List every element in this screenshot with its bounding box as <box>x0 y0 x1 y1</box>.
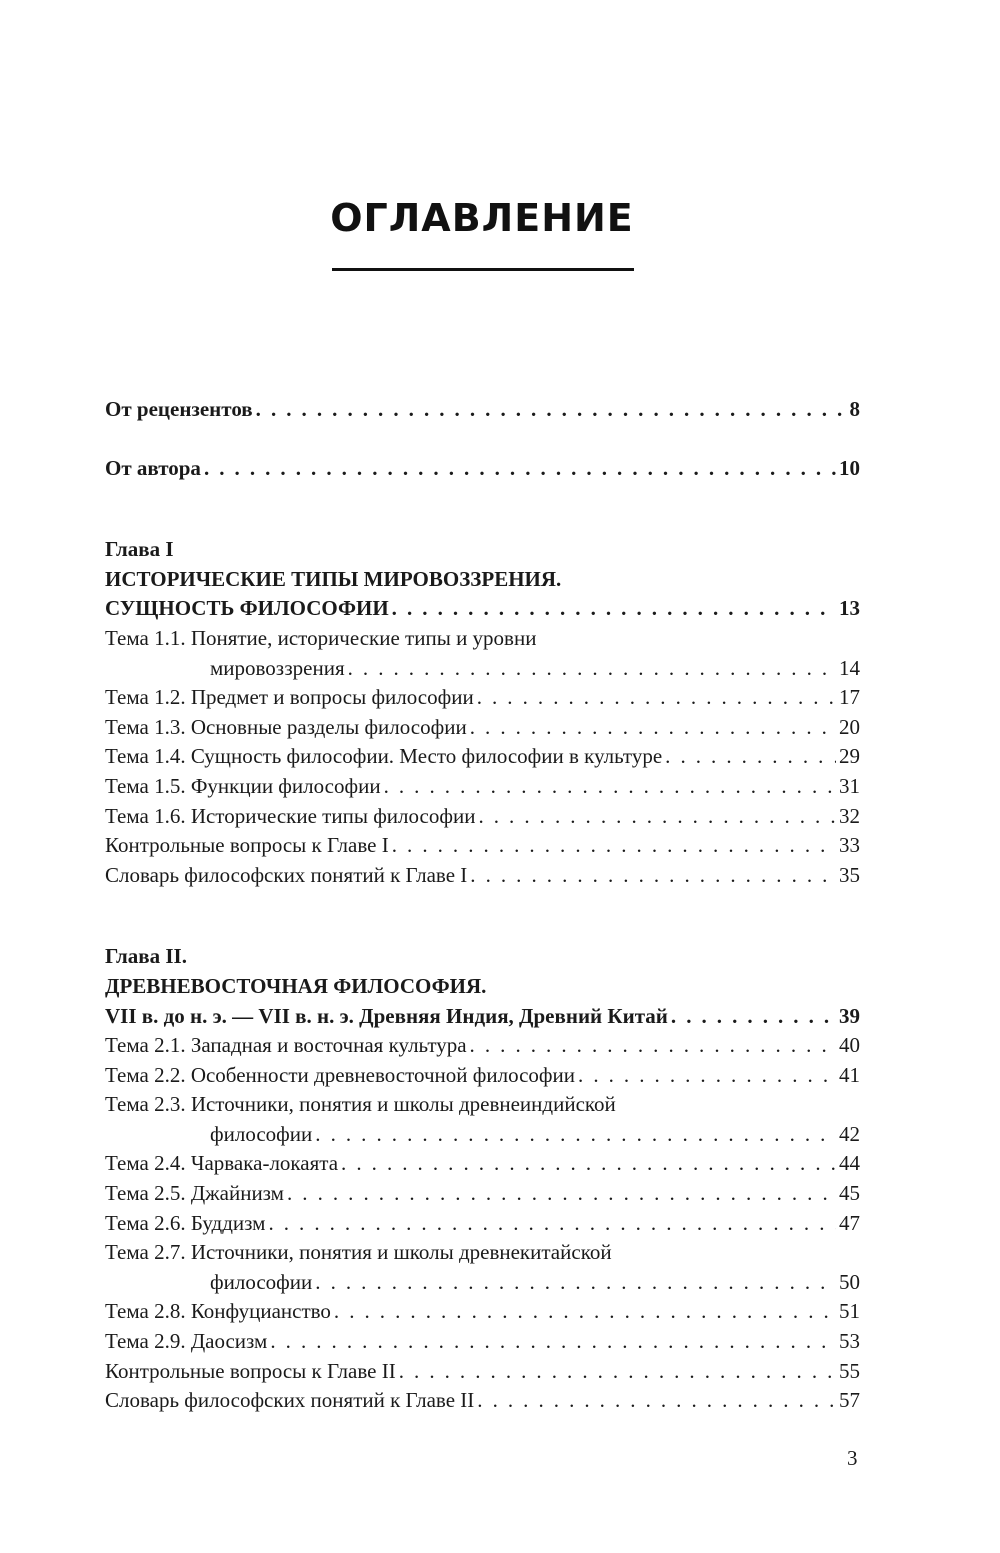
dot-leader <box>334 1297 836 1327</box>
toc-entry-questions[interactable] <box>105 1357 860 1387</box>
dot-leader <box>671 1002 836 1032</box>
page-title: ОГЛАВЛЕНИЕ <box>330 196 634 240</box>
dot-leader <box>478 802 836 832</box>
toc-entry-title: философии <box>210 1121 313 1146</box>
toc-entry-title: Словарь философских понятий к Главе II <box>105 1388 475 1413</box>
toc-entry-topic[interactable] <box>105 802 860 832</box>
toc-entry-chapter-2[interactable] <box>105 1002 860 1032</box>
toc-entry-title: Тема 2.9. Даосизм <box>105 1329 268 1354</box>
toc-entry-page: 53 <box>839 1329 860 1354</box>
toc-entry-title: Тема 1.2. Предмет и вопросы философии <box>105 685 474 710</box>
toc-entry-topic[interactable] <box>105 654 860 684</box>
toc-entry-topic[interactable] <box>105 713 860 743</box>
toc-entry-reviewers[interactable] <box>105 395 860 425</box>
toc-entry-title: Тема 2.1. Западная и восточная культура <box>105 1033 467 1058</box>
toc-entry-chapter-1[interactable] <box>105 594 860 624</box>
toc-entry-author[interactable] <box>105 454 860 484</box>
toc-entry-page: 32 <box>839 803 860 828</box>
toc-entry-page: 8 <box>849 397 860 421</box>
dot-leader <box>270 1327 836 1357</box>
dot-leader <box>392 594 836 624</box>
dot-leader <box>477 1386 836 1416</box>
dot-leader <box>470 1031 836 1061</box>
toc-entry-topic[interactable] <box>105 1209 860 1239</box>
toc-entry-title: Тема 2.5. Джайнизм <box>105 1181 284 1206</box>
toc-entry-topic[interactable] <box>105 1179 860 1209</box>
toc-entry-title: мировоззрения <box>210 655 345 680</box>
dot-leader <box>470 713 836 743</box>
toc-entry-title: Контрольные вопросы к Главе I <box>105 833 389 858</box>
toc-entry-topic[interactable] <box>105 772 860 802</box>
toc-entry-topic-line[interactable]: Тема 1.1. Понятие, исторические типы и уровни <box>105 625 537 650</box>
toc-entry-page: 14 <box>839 655 860 680</box>
toc-entry-page: 35 <box>839 862 860 887</box>
dot-leader <box>348 654 836 684</box>
toc-entry-topic[interactable] <box>105 683 860 713</box>
toc-entry-title: Контрольные вопросы к Главе II <box>105 1358 396 1383</box>
dot-leader <box>315 1120 836 1150</box>
toc-entry-topic[interactable] <box>105 1149 860 1179</box>
toc-entry-title: От рецензентов <box>105 397 253 421</box>
chapter-label: Глава I <box>105 537 174 562</box>
toc-entry-page: 41 <box>839 1062 860 1087</box>
dot-leader <box>256 395 847 425</box>
toc-entry-title: Тема 1.6. Исторические типы философии <box>105 803 476 828</box>
toc-entry-page: 47 <box>839 1210 860 1235</box>
chapter-title-line: ИСТОРИЧЕСКИЕ ТИПЫ МИРОВОЗЗРЕНИЯ. <box>105 566 562 591</box>
toc-entry-page: 40 <box>839 1033 860 1058</box>
dot-leader <box>392 831 836 861</box>
chapter-title-line: VII в. до н. э. — VII в. н. э. Древняя Индия, Древний Китай <box>105 1003 668 1028</box>
toc-entry-page: 13 <box>839 596 860 621</box>
chapter-title-line: ДРЕВНЕВОСТОЧНАЯ ФИЛОСОФИЯ. <box>105 973 487 998</box>
toc-entry-topic[interactable] <box>105 1297 860 1327</box>
toc-entry-page: 44 <box>839 1151 860 1176</box>
toc-entry-page: 33 <box>839 833 860 858</box>
dot-leader <box>384 772 836 802</box>
toc-entry-title: Тема 1.5. Функции философии <box>105 773 381 798</box>
page-number: 3 <box>847 1446 858 1470</box>
toc-entry-glossary[interactable] <box>105 861 860 891</box>
toc-entry-topic[interactable] <box>105 1031 860 1061</box>
dot-leader <box>477 683 836 713</box>
toc-entry-page: 31 <box>839 773 860 798</box>
toc-entry-page: 50 <box>839 1269 860 1294</box>
toc-entry-title: Словарь философских понятий к Главе I <box>105 862 468 887</box>
dot-leader <box>399 1357 836 1387</box>
dot-leader <box>341 1149 836 1179</box>
toc-entry-questions[interactable] <box>105 831 860 861</box>
toc-entry-title: философии <box>210 1269 313 1294</box>
dot-leader <box>578 1061 836 1091</box>
toc-entry-page: 42 <box>839 1121 860 1146</box>
dot-leader <box>315 1268 836 1298</box>
chapter-label: Глава II. <box>105 944 187 969</box>
toc-entry-title: От автора <box>105 455 201 480</box>
toc-entry-page: 17 <box>839 685 860 710</box>
toc-entry-topic[interactable] <box>105 1061 860 1091</box>
toc-entry-title: Тема 1.4. Сущность философии. Место философии в культуре <box>105 744 663 769</box>
toc-entry-topic[interactable] <box>105 1327 860 1357</box>
toc-entry-page: 51 <box>839 1299 860 1324</box>
title-divider <box>332 268 634 271</box>
toc-entry-page: 10 <box>839 455 860 480</box>
toc-entry-topic-line[interactable]: Тема 2.3. Источники, понятия и школы древнеиндийской <box>105 1092 616 1117</box>
toc-entry-title: Тема 2.8. Конфуцианство <box>105 1299 331 1324</box>
toc-entry-page: 57 <box>839 1388 860 1413</box>
toc-entry-title: Тема 2.4. Чарвака-локаята <box>105 1151 339 1176</box>
toc-entry-topic[interactable] <box>105 742 860 772</box>
dot-leader <box>665 742 836 772</box>
toc-entry-page: 39 <box>839 1003 860 1028</box>
chapter-title-line: СУЩНОСТЬ ФИЛОСОФИИ <box>105 596 389 621</box>
toc-entry-topic[interactable] <box>105 1120 860 1150</box>
dot-leader <box>204 454 836 484</box>
dot-leader <box>268 1209 836 1239</box>
table-of-contents <box>105 395 860 1416</box>
toc-entry-title: Тема 2.2. Особенности древневосточной философии <box>105 1062 576 1087</box>
toc-entry-topic-line[interactable]: Тема 2.7. Источники, понятия и школы древнекитайской <box>105 1240 612 1265</box>
toc-entry-title: Тема 1.3. Основные разделы философии <box>105 714 467 739</box>
toc-entry-title: Тема 2.6. Буддизм <box>105 1210 266 1235</box>
toc-entry-page: 29 <box>839 744 860 769</box>
dot-leader <box>470 861 836 891</box>
toc-entry-topic[interactable] <box>105 1268 860 1298</box>
toc-entry-page: 55 <box>839 1358 860 1383</box>
dot-leader <box>287 1179 836 1209</box>
toc-entry-glossary[interactable] <box>105 1386 860 1416</box>
toc-entry-page: 20 <box>839 714 860 739</box>
toc-entry-page: 45 <box>839 1181 860 1206</box>
